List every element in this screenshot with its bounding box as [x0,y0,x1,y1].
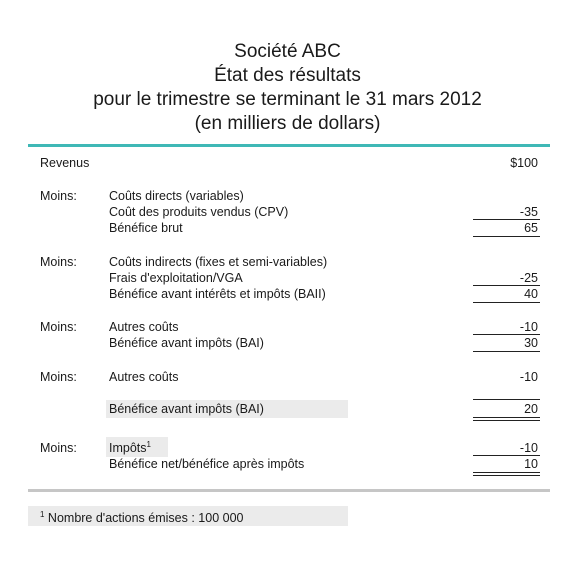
ebit-label: Bénéfice avant intérêts et impôts (BAII) [109,287,326,301]
gross-profit-label: Bénéfice brut [109,221,183,235]
less-label: Moins: [40,189,77,203]
tax-label [109,441,151,456]
revenue-label: Revenus [40,156,90,170]
less-label: Moins: [40,255,77,269]
less-label: Moins: [40,320,77,334]
subtotal-underline [473,334,540,335]
statement-name: État des résultats [214,65,361,86]
statement-units: (en milliers de dollars) [194,113,381,134]
net-income-label: Bénéfice net/bénéfice après impôts [109,457,305,471]
other-costs-label: Autres coûts [109,370,179,384]
gross-profit-value: 65 [524,221,538,235]
less-label: Moins: [40,441,77,455]
tax-label-text: Impôts [109,441,147,455]
company-name: Société ABC [234,41,341,62]
other-costs-value: -10 [519,320,538,334]
ebt-label: Bénéfice avant impôts (BAI) [109,336,264,350]
double-underline [473,420,540,421]
ebt-value: 20 [524,402,538,416]
subtotal-underline [473,236,540,237]
subtotal-underline [473,302,540,303]
revenue-value: $100 [510,156,538,170]
footnote-marker: 1 [40,509,45,519]
bottom-divider [28,489,550,492]
tax-footnote-marker: 1 [146,439,151,449]
footnote [40,511,243,526]
cogs-value: -35 [519,205,538,219]
ebt-value: 30 [524,336,538,350]
direct-costs-label: Coûts directs (variables) [109,189,244,203]
double-underline [473,475,540,476]
tax-value: -10 [519,441,538,455]
net-income-value: 10 [524,457,538,471]
subtotal-underline [473,399,540,400]
opex-value: -25 [519,271,538,285]
statement-period: pour le trimestre se terminant le 31 mars 2012 [93,89,482,110]
indirect-costs-label: Coûts indirects (fixes et semi-variables) [109,255,328,269]
subtotal-underline [473,285,540,286]
subtotal-underline [473,351,540,352]
cogs-label: Coût des produits vendus (CPV) [109,205,289,219]
footnote-text: Nombre d'actions émises : 100 000 [44,511,244,525]
less-label: Moins: [40,370,77,384]
statement-title [0,40,575,136]
ebit-value: 40 [524,287,538,301]
double-underline [473,417,540,418]
opex-label: Frais d'exploitation/VGA [109,271,243,285]
other-costs-value: -10 [519,370,538,384]
double-underline [473,472,540,473]
subtotal-underline [473,219,540,220]
subtotal-underline [473,455,540,456]
ebt-label: Bénéfice avant impôts (BAI) [109,402,264,416]
top-divider [28,144,550,147]
other-costs-label: Autres coûts [109,320,179,334]
